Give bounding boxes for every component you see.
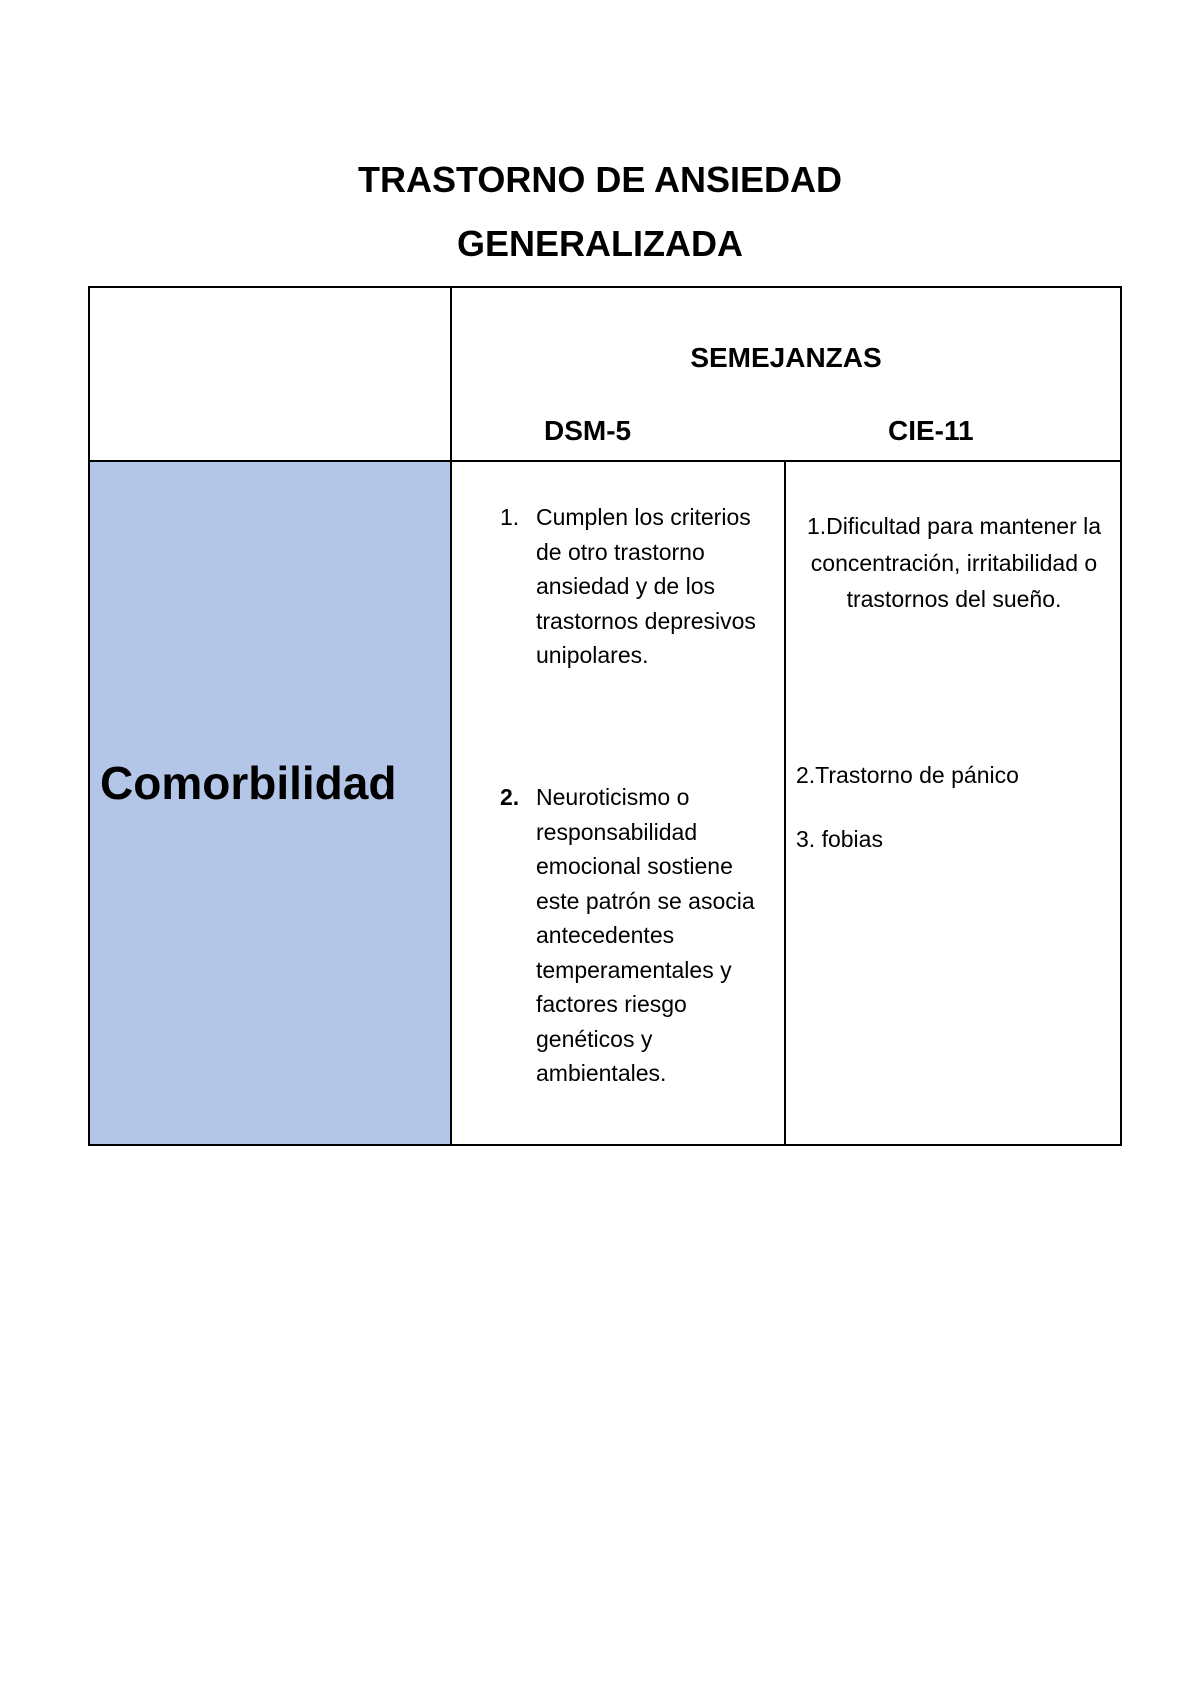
comparison-table <box>88 286 1122 1146</box>
dsm5-cell <box>452 462 786 1144</box>
cie-list-item: 3. fobias <box>796 826 883 852</box>
table-header-cell <box>452 288 1120 462</box>
cie-list-item: 1.Dificultad para mantener la concentración, irritabilidad o trastornos del sueño. <box>806 513 1102 612</box>
dsm-list-item <box>500 500 780 673</box>
table-corner-cell <box>90 288 452 462</box>
dsm-item-text: Cumplen los criterios de otro trastorno ansiedad y de los trastornos depresivos unipolares. <box>536 504 756 668</box>
page-title <box>0 148 1200 276</box>
cie11-cell <box>786 462 1120 1144</box>
row-label-cell <box>90 462 452 1144</box>
comorbilidad-label: Comorbilidad <box>100 757 397 809</box>
semejanzas-header: SEMEJANZAS <box>690 342 882 373</box>
dsm-list-item <box>500 780 780 1091</box>
dsm5-column-header: DSM-5 <box>544 415 632 446</box>
cie11-column-header: CIE-11 <box>888 415 974 446</box>
cie-list-item: 2.Trastorno de pánico <box>796 762 1019 788</box>
title-line-1: TRASTORNO DE ANSIEDAD <box>357 159 843 200</box>
dsm-item-number: 2. <box>500 784 520 810</box>
dsm-item-number: 1. <box>500 504 520 530</box>
title-line-2: GENERALIZADA <box>457 223 743 264</box>
dsm-item-text: Neuroticismo o responsabilidad emocional sostiene este patrón se asocia antecedentes temperamentales y factores riesgo genéticos y ambientales. <box>536 784 755 1086</box>
